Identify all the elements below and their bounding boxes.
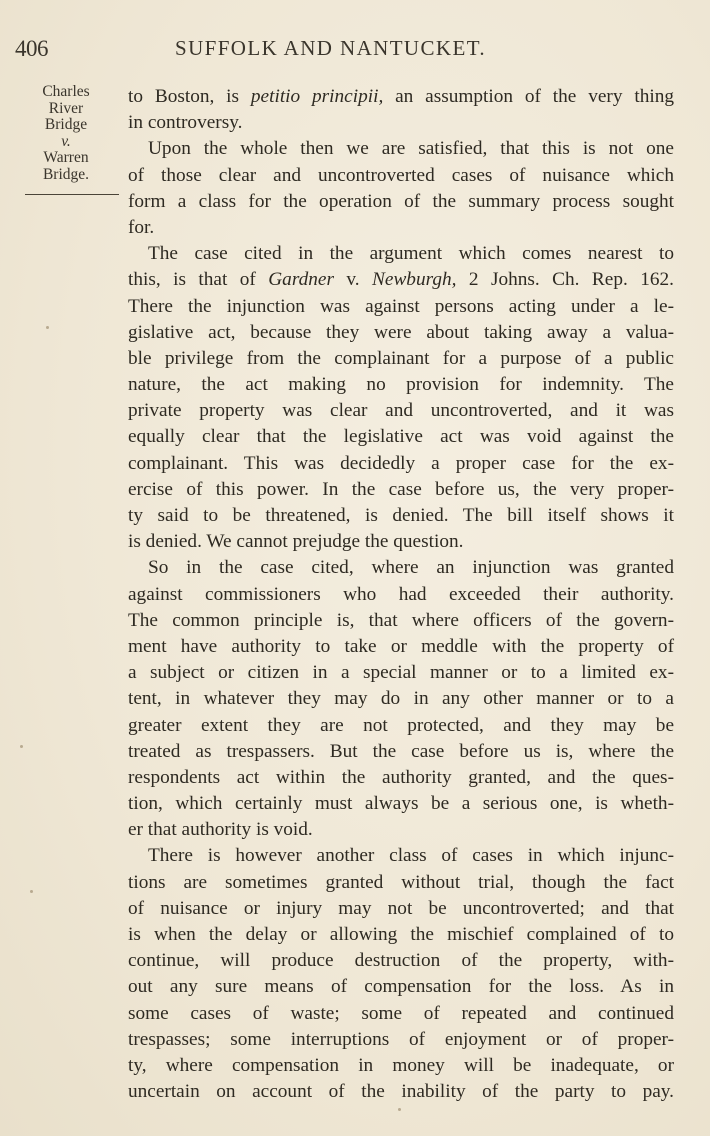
text-line: is denied. We cannot prejudge the question. xyxy=(128,531,464,553)
running-head: SUFFOLK AND NANTUCKET. xyxy=(175,36,487,60)
text-span: v. xyxy=(333,269,373,291)
text-line: The case cited in the argument which comes nearest to xyxy=(148,243,674,265)
margin-note-line: Warren xyxy=(43,149,89,166)
text-line: treated as trespassers. But the case before us is, where the xyxy=(128,740,674,762)
text-line: ty, where compensation in money will be inadequate, or xyxy=(128,1054,674,1076)
paragraph xyxy=(128,843,674,1105)
paper-speck xyxy=(46,326,49,329)
text-line: nature, the act making no provision for indemnity. The xyxy=(128,374,674,396)
text-line: respondents act within the authority granted, and the ques- xyxy=(128,766,674,788)
text-span: an assumption of the very thing xyxy=(383,86,674,107)
text-line: private property was clear and uncontroverted, and it was xyxy=(128,400,674,422)
margin-note xyxy=(20,84,112,183)
text-span: this, is that of xyxy=(128,269,269,291)
text-line: is when the delay or allowing the mischief complained of to xyxy=(128,924,674,945)
case-name: Gardner xyxy=(268,269,334,291)
text-line: gislative act, because they were about taking away a valua- xyxy=(128,321,674,343)
text-line: ment have authority to take or meddle with the property of xyxy=(128,635,674,657)
text-line: The common principle is, that where officers of the govern- xyxy=(128,609,674,631)
text-line: uncertain on account of the inability of the party to pay. xyxy=(128,1081,674,1103)
paragraph xyxy=(128,136,674,241)
margin-note-line: Bridge xyxy=(44,116,88,133)
latin-phrase: petitio principii, xyxy=(250,86,384,107)
text-line: greater extent they are not protected, and they may be xyxy=(128,714,674,736)
text-line: of nuisance or injury may not be uncontroverted; and that xyxy=(128,897,674,919)
text-line: Upon the whole then we are satisfied, that this is not one xyxy=(148,138,674,160)
page-number: 406 xyxy=(15,36,48,61)
paper-speck xyxy=(398,1108,401,1111)
text-line: tion, which certainly must always be a serious one, is wheth- xyxy=(128,793,674,815)
text-line: complainant. This was decidedly a proper case for the ex- xyxy=(128,452,674,474)
text-line: er that authority is void. xyxy=(128,819,313,841)
text-line: ble privilege from the complainant for a purpose of a public xyxy=(128,347,674,369)
text-line: of those clear and uncontroverted cases of nuisance which xyxy=(128,164,674,186)
text-line: ty said to be threatened, is denied. The bill itself shows it xyxy=(128,505,674,526)
text-line: some cases of waste; some of repeated and continued xyxy=(128,1002,674,1024)
paragraph xyxy=(128,241,674,555)
text-line: a subject or citizen in a special manner or to a limited ex- xyxy=(128,662,674,684)
margin-note-line: Bridge. xyxy=(42,165,90,183)
text-line: out any sure means of compensation for the loss. As in xyxy=(128,976,674,998)
margin-rule-divider xyxy=(25,194,119,195)
text-line: against commissioners who had exceeded their authority. xyxy=(128,583,674,605)
body-text xyxy=(128,84,674,1105)
text-line xyxy=(128,267,674,293)
text-line: continue, will produce destruction of the property, with- xyxy=(128,950,674,972)
margin-note-line: Charles xyxy=(42,83,90,100)
text-line: tions are sometimes granted without trial, though the fact xyxy=(128,871,674,893)
paragraph xyxy=(128,555,674,843)
text-line: ercise of this power. In the case before us, the very proper- xyxy=(128,478,674,500)
text-line: trespasses; some interruptions of enjoyment or of proper- xyxy=(128,1028,674,1050)
citation: 2 Johns. Ch. Rep. 162. xyxy=(456,269,674,291)
text-line: equally clear that the legislative act was void against the xyxy=(128,426,674,448)
text-line: for. xyxy=(128,216,155,238)
text-line: There the injunction was against persons acting under a le- xyxy=(128,295,674,317)
text-line: There is however another class of cases in which injunc- xyxy=(148,845,674,867)
case-name: Newburgh, xyxy=(372,269,457,291)
text-line: form a class for the operation of the summary process sought xyxy=(128,190,674,212)
paragraph xyxy=(128,84,674,136)
page-header xyxy=(0,36,710,66)
paper-speck xyxy=(20,745,23,748)
paper-speck xyxy=(30,890,33,893)
text-line xyxy=(128,84,674,110)
text-line: in controversy. xyxy=(128,112,243,134)
text-line: tent, in whatever they may do in any other manner or to a xyxy=(128,688,674,710)
margin-note-line: River xyxy=(48,99,84,117)
text-span: to Boston, is xyxy=(128,86,251,107)
margin-note-line: v. xyxy=(61,132,71,150)
text-line: So in the case cited, where an injunction was granted xyxy=(148,557,674,579)
